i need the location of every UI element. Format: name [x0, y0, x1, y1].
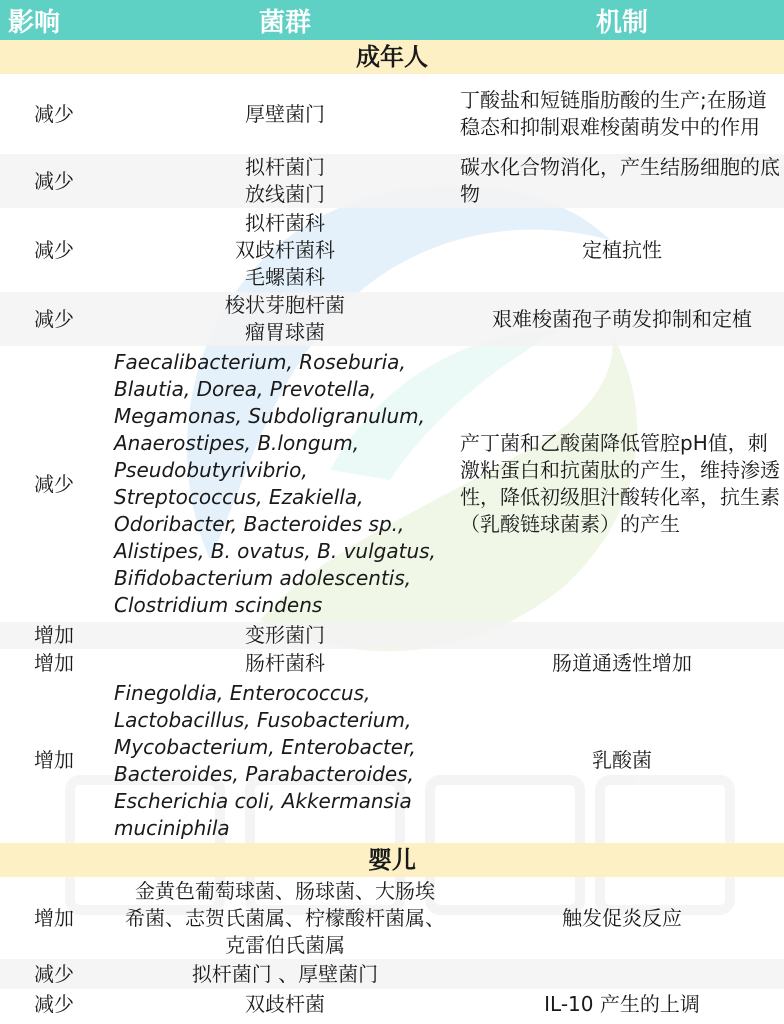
effect-cell: 减少 [34, 991, 74, 1016]
table-row [0, 154, 784, 208]
group-line: Odoribacter, Bacteroides sp., [114, 512, 405, 536]
group-cell [110, 877, 460, 959]
mechanism-cell: 产丁菌和乙酸菌降低管腔pH值，刺激粘蛋白和抗菌肽的产生，维持渗透性，降低初级胆汁酸转化率，抗生素（乳酸链球菌素）的产生 [460, 431, 780, 536]
group-cell [110, 154, 460, 208]
mechanism-cell [460, 622, 784, 649]
group-line: 毛螺菌科 [245, 264, 325, 289]
group-cell [110, 292, 460, 346]
effect-cell: 减少 [0, 959, 110, 989]
section-title: 成年人 [0, 40, 784, 74]
effect-cell: 减少 [34, 237, 74, 262]
effect-cell: 减少 [0, 292, 110, 346]
group-cell [110, 346, 460, 622]
effect-cell: 增加 [34, 905, 74, 930]
group-cell [110, 208, 460, 292]
group-line: Pseudobutyrivibrio, [114, 458, 308, 482]
effect-cell: 减少 [0, 154, 110, 208]
group-line: 双歧杆菌科 [235, 237, 335, 262]
group-line: 肠杆菌科 [245, 651, 325, 675]
table-row [0, 346, 784, 622]
group-line: Alistipes, B. ovatus, B. vulgatus, [114, 539, 436, 563]
table-row [0, 208, 784, 292]
group-line: 拟杆菌门 [245, 155, 325, 179]
mechanism-cell: 触发促炎反应 [562, 905, 682, 930]
mechanism-cell [460, 959, 784, 989]
group-cell [110, 959, 460, 989]
group-line: Finegoldia, Enterococcus, [114, 680, 371, 705]
group-line: 希菌、志贺氏菌属、柠檬酸杆菌属、 [125, 905, 445, 930]
table-row [0, 678, 784, 843]
group-line: Bacteroides, Parabacteroides, [114, 761, 414, 786]
group-line: 克雷伯氏菌属 [225, 932, 345, 957]
table-row [0, 649, 784, 678]
table-row [0, 622, 784, 649]
header-group: 菌群 [110, 0, 460, 40]
group-line: 变形菌门 [245, 623, 325, 647]
section-title: 婴儿 [0, 843, 784, 877]
header-mechanism: 机制 [460, 0, 784, 40]
group-cell [110, 74, 460, 154]
mechanism-cell: 定植抗性 [582, 237, 662, 262]
group-line: Mycobacterium, Enterobacter, [114, 734, 416, 759]
group-line: 拟杆菌科 [245, 210, 325, 235]
header-row [0, 0, 784, 40]
group-line: 拟杆菌门 、厚壁菌门 [191, 961, 379, 986]
group-cell [110, 622, 460, 649]
effect-cell: 增加 [0, 622, 110, 649]
mechanism-cell: 碳水化合物消化，产生结肠细胞的底物 [460, 154, 784, 208]
effect-cell: 增加 [34, 748, 74, 772]
mechanism-cell: 艰难梭菌孢子萌发抑制和定植 [460, 292, 784, 346]
mechanism-cell: 丁酸盐和短链脂肪酸的生产;在肠道稳态和抑制艰难梭菌萌发中的作用 [460, 88, 767, 139]
group-line: Bifidobacterium adolescentis, [114, 566, 412, 590]
effect-cell: 增加 [34, 651, 74, 675]
effect-cell: 减少 [34, 471, 74, 496]
group-line: 金黄色葡萄球菌、肠球菌、大肠埃 [135, 878, 435, 903]
section-row [0, 843, 784, 877]
header-effect: 影响 [0, 0, 110, 40]
mechanism-cell: IL-10 产生的上调 [544, 991, 700, 1016]
table-row [0, 989, 784, 1019]
group-line: 放线菌门 [245, 182, 325, 206]
table-row [0, 877, 784, 959]
group-cell [110, 649, 460, 678]
table-row [0, 959, 784, 989]
mechanism-cell: 肠道通透性增加 [552, 651, 692, 675]
group-line: Faecalibacterium, Roseburia, [114, 350, 406, 374]
section-row [0, 40, 784, 74]
effect-cell: 减少 [34, 101, 74, 126]
group-line: 瘤胃球菌 [245, 320, 325, 344]
group-line: 双歧杆菌 [245, 991, 325, 1016]
group-line: 厚壁菌门 [245, 101, 325, 126]
group-line: Anaerostipes, B.longum, [114, 431, 360, 455]
group-cell [110, 678, 460, 843]
group-line: Lactobacillus, Fusobacterium, [114, 707, 412, 732]
mechanism-cell: 乳酸菌 [592, 748, 652, 772]
group-line: muciniphila [114, 815, 230, 840]
group-line: Clostridium scindens [114, 593, 323, 617]
table-row [0, 74, 784, 154]
group-line: 梭状芽胞杆菌 [225, 293, 345, 317]
group-cell [110, 989, 460, 1019]
group-line: Streptococcus, Ezakiella, [114, 485, 364, 509]
group-line: Escherichia coli, Akkermansia [114, 788, 412, 813]
table-row [0, 292, 784, 346]
group-line: Blautia, Dorea, Prevotella, [114, 377, 377, 401]
group-line: Megamonas, Subdoligranulum, [114, 404, 426, 428]
